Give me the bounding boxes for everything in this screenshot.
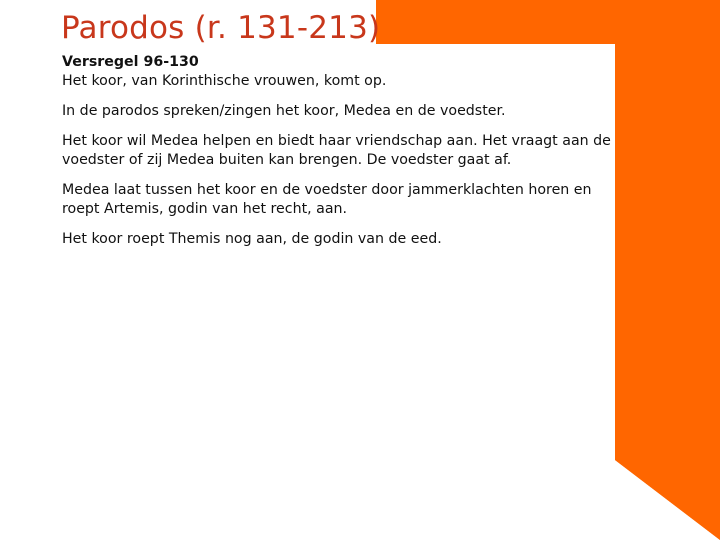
subheading: Versregel 96-130	[62, 54, 199, 70]
paragraph-3: Het koor wil Medea helpen en biedt haar vriendschap aan. Het vraagt aan de voedster of zij Medea buiten kan brengen. De voedster gaat af.	[62, 133, 611, 168]
paragraph-5: Het koor roept Themis nog aan, de godin van de eed.	[62, 231, 442, 247]
title-band-white	[0, 0, 46, 44]
paragraph-2: In de parodos spreken/zingen het koor, Medea en de voedster.	[62, 103, 506, 119]
paragraph-1: Het koor, van Korinthische vrouwen, komt op.	[62, 73, 387, 89]
slide-body	[62, 53, 622, 260]
page-title: Parodos (r. 131-213)	[61, 10, 381, 46]
paragraph-4: Medea laat tussen het koor en de voedster door jammerklachten horen en roept Artemis, godin van het recht, aan.	[62, 182, 592, 217]
